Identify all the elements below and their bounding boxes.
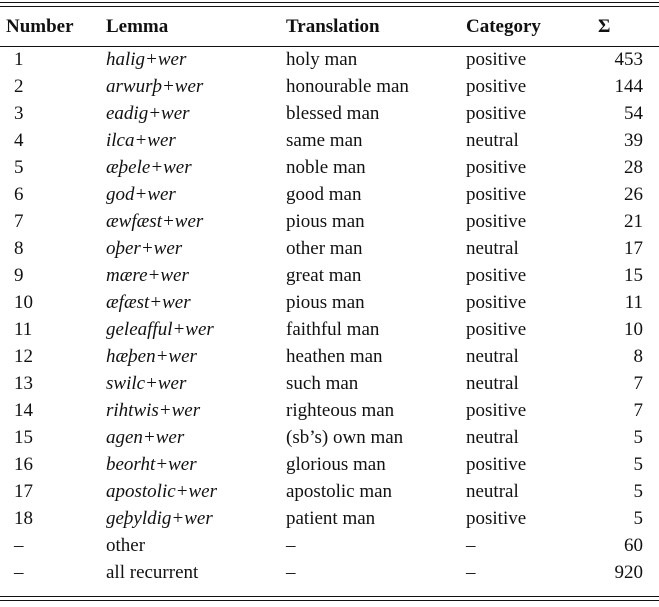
table-row bbox=[0, 505, 659, 532]
table-row bbox=[0, 127, 659, 154]
table-row bbox=[0, 181, 659, 208]
cell-sum: 10 bbox=[624, 318, 643, 340]
cell-number: 2 bbox=[14, 75, 24, 97]
table-row bbox=[0, 451, 659, 478]
cell-lemma: arwurþ+wer bbox=[106, 75, 204, 97]
cell-lemma: god+wer bbox=[106, 183, 176, 205]
cell-number: 4 bbox=[14, 129, 24, 151]
table-row bbox=[0, 46, 659, 73]
header-row bbox=[0, 8, 659, 46]
cell-sum: 7 bbox=[633, 399, 643, 421]
header-sum: Σ bbox=[598, 16, 611, 37]
cell-lemma: swilc+wer bbox=[106, 372, 187, 394]
cell-lemma: ilca+wer bbox=[106, 129, 176, 151]
table-row bbox=[0, 208, 659, 235]
cell-category: positive bbox=[466, 318, 527, 340]
cell-category: positive bbox=[466, 156, 527, 178]
table-row bbox=[0, 397, 659, 424]
cell-category: positive bbox=[466, 183, 527, 205]
cell-number: – bbox=[14, 534, 24, 556]
cell-lemma: eadig+wer bbox=[106, 102, 190, 124]
cell-number: 3 bbox=[14, 102, 24, 124]
cell-category: positive bbox=[466, 453, 527, 475]
cell-category: – bbox=[466, 561, 476, 583]
cell-translation: apostolic man bbox=[286, 480, 393, 502]
cell-category: positive bbox=[466, 399, 527, 421]
cell-lemma: rihtwis+wer bbox=[106, 399, 201, 421]
cell-lemma: all recurrent bbox=[106, 561, 199, 583]
cell-sum: 21 bbox=[624, 210, 643, 232]
table-row bbox=[0, 424, 659, 451]
cell-translation: good man bbox=[286, 183, 362, 205]
bottom-rule-inner bbox=[0, 596, 659, 597]
cell-number: 7 bbox=[14, 210, 24, 232]
cell-sum: 17 bbox=[624, 237, 643, 259]
cell-category: neutral bbox=[466, 426, 519, 448]
cell-translation: holy man bbox=[286, 48, 358, 70]
cell-lemma: beorht+wer bbox=[106, 453, 197, 475]
cell-lemma: mære+wer bbox=[106, 264, 189, 286]
cell-translation: heathen man bbox=[286, 345, 383, 367]
cell-sum: 144 bbox=[614, 75, 643, 97]
bottom-rule-outer bbox=[0, 600, 659, 601]
cell-number: 11 bbox=[14, 318, 33, 340]
table-row bbox=[0, 154, 659, 181]
cell-category: positive bbox=[466, 102, 527, 124]
cell-sum: 11 bbox=[624, 291, 643, 313]
cell-lemma: hæþen+wer bbox=[106, 345, 197, 367]
cell-sum: 15 bbox=[624, 264, 643, 286]
cell-number: – bbox=[14, 561, 24, 583]
cell-sum: 5 bbox=[633, 480, 643, 502]
cell-sum: 60 bbox=[624, 534, 643, 556]
cell-sum: 54 bbox=[624, 102, 643, 124]
cell-number: 17 bbox=[14, 480, 33, 502]
cell-sum: 7 bbox=[633, 372, 643, 394]
table-row bbox=[0, 235, 659, 262]
top-rule-inner bbox=[0, 6, 659, 7]
cell-translation: righteous man bbox=[286, 399, 395, 421]
table-row bbox=[0, 478, 659, 505]
cell-translation: pious man bbox=[286, 291, 365, 313]
table-row bbox=[0, 559, 659, 586]
cell-sum: 5 bbox=[633, 426, 643, 448]
top-rule-outer bbox=[0, 2, 659, 3]
cell-category: neutral bbox=[466, 480, 519, 502]
cell-number: 14 bbox=[14, 399, 33, 421]
table-row bbox=[0, 532, 659, 559]
cell-translation: such man bbox=[286, 372, 359, 394]
cell-category: positive bbox=[466, 210, 527, 232]
cell-category: positive bbox=[466, 48, 527, 70]
cell-number: 12 bbox=[14, 345, 33, 367]
cell-translation: patient man bbox=[286, 507, 376, 529]
cell-translation: great man bbox=[286, 264, 362, 286]
cell-translation: – bbox=[286, 561, 296, 583]
cell-lemma: geleafful+wer bbox=[106, 318, 214, 340]
cell-sum: 920 bbox=[614, 561, 643, 583]
cell-number: 15 bbox=[14, 426, 33, 448]
cell-sum: 39 bbox=[624, 129, 643, 151]
table-row bbox=[0, 370, 659, 397]
cell-sum: 26 bbox=[624, 183, 643, 205]
table-row bbox=[0, 289, 659, 316]
cell-sum: 8 bbox=[633, 345, 643, 367]
cell-lemma: halig+wer bbox=[106, 48, 187, 70]
cell-category: neutral bbox=[466, 129, 519, 151]
header-category: Category bbox=[466, 16, 541, 37]
cell-category: – bbox=[466, 534, 476, 556]
cell-translation: same man bbox=[286, 129, 363, 151]
cell-lemma: æwfæst+wer bbox=[106, 210, 204, 232]
header-lemma: Lemma bbox=[106, 16, 169, 37]
table-row bbox=[0, 262, 659, 289]
cell-sum: 453 bbox=[614, 48, 643, 70]
lemma-table bbox=[0, 8, 659, 586]
cell-translation: glorious man bbox=[286, 453, 386, 475]
cell-number: 5 bbox=[14, 156, 24, 178]
cell-lemma: oþer+wer bbox=[106, 237, 183, 259]
table-row bbox=[0, 73, 659, 100]
cell-translation: noble man bbox=[286, 156, 366, 178]
cell-translation: pious man bbox=[286, 210, 365, 232]
table-row bbox=[0, 343, 659, 370]
cell-number: 1 bbox=[14, 48, 24, 70]
cell-lemma: other bbox=[106, 534, 146, 556]
cell-number: 13 bbox=[14, 372, 33, 394]
header-number: Number bbox=[6, 16, 74, 37]
cell-number: 6 bbox=[14, 183, 24, 205]
cell-category: positive bbox=[466, 264, 527, 286]
cell-category: positive bbox=[466, 507, 527, 529]
cell-category: neutral bbox=[466, 372, 519, 394]
table-row bbox=[0, 316, 659, 343]
cell-sum: 5 bbox=[633, 453, 643, 475]
cell-translation: other man bbox=[286, 237, 363, 259]
header-translation: Translation bbox=[286, 16, 380, 37]
cell-number: 10 bbox=[14, 291, 33, 313]
cell-lemma: apostolic+wer bbox=[106, 480, 217, 502]
cell-category: positive bbox=[466, 75, 527, 97]
cell-category: neutral bbox=[466, 345, 519, 367]
cell-sum: 28 bbox=[624, 156, 643, 178]
cell-sum: 5 bbox=[633, 507, 643, 529]
cell-lemma: geþyldig+wer bbox=[106, 507, 213, 529]
cell-lemma: æþele+wer bbox=[106, 156, 192, 178]
cell-number: 9 bbox=[14, 264, 24, 286]
cell-translation: faithful man bbox=[286, 318, 380, 340]
cell-translation: (sb’s) own man bbox=[286, 426, 404, 448]
cell-translation: blessed man bbox=[286, 102, 380, 124]
cell-translation: honourable man bbox=[286, 75, 409, 97]
cell-category: neutral bbox=[466, 237, 519, 259]
table-row bbox=[0, 100, 659, 127]
cell-number: 18 bbox=[14, 507, 33, 529]
cell-number: 8 bbox=[14, 237, 24, 259]
cell-lemma: agen+wer bbox=[106, 426, 185, 448]
table-body bbox=[0, 46, 659, 586]
cell-translation: – bbox=[286, 534, 296, 556]
cell-category: positive bbox=[466, 291, 527, 313]
cell-lemma: æfæst+wer bbox=[106, 291, 191, 313]
cell-number: 16 bbox=[14, 453, 33, 475]
